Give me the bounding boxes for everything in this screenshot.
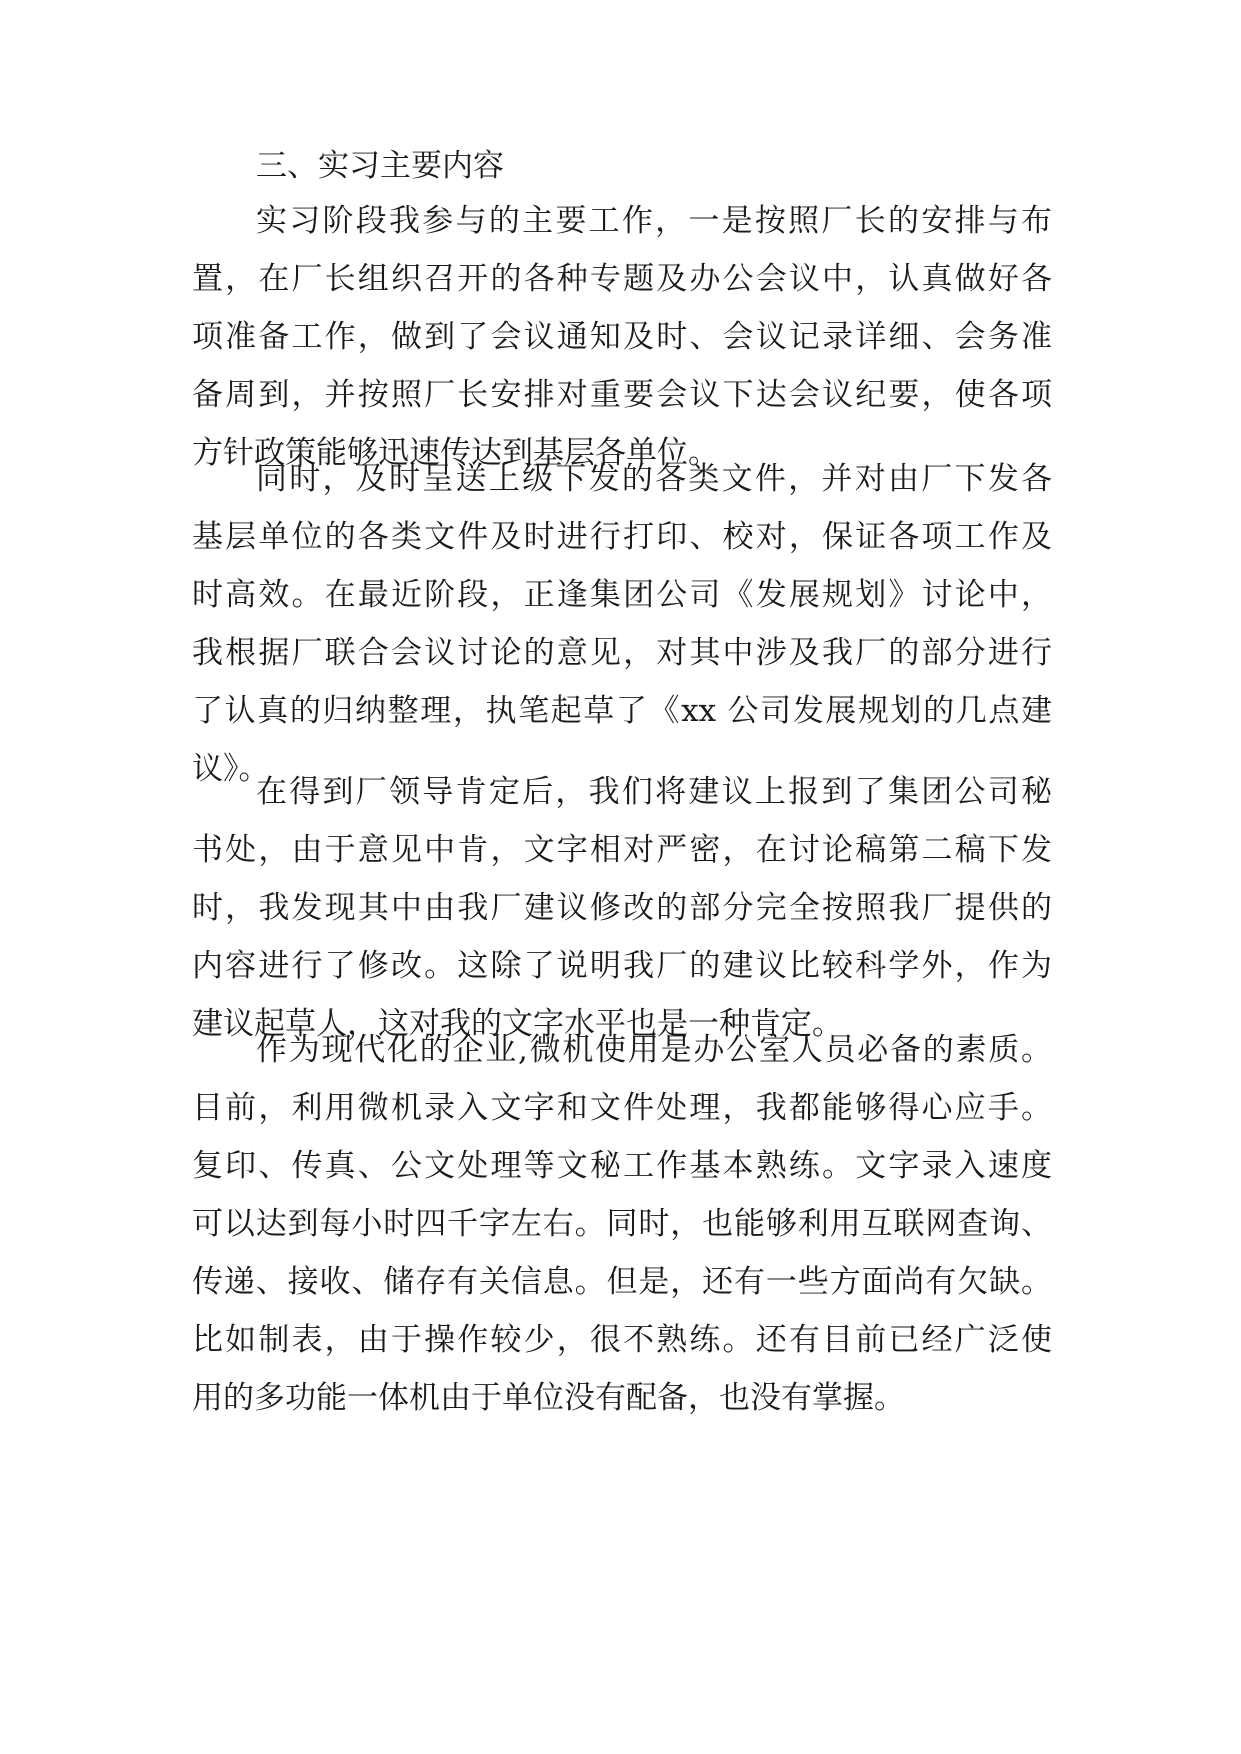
paragraph-line: 了认真的归纳整理，执笔起草了《xx 公司发展规划的几点建: [192, 693, 1052, 729]
paragraph-line: 传递、接收、储存有关信息。但是，还有一些方面尚有欠缺。: [192, 1264, 1052, 1300]
paragraph-line: 实习阶段我参与的主要工作，一是按照厂长的安排与布: [256, 203, 1052, 239]
paragraph-1: [192, 192, 1052, 482]
paragraph-line: 置，在厂长组织召开的各种专题及办公会议中，认真做好各: [192, 261, 1052, 297]
paragraph-line: 议》。: [192, 751, 270, 787]
paragraph-line: 用的多功能一体机由于单位没有配备，也没有掌握。: [192, 1380, 905, 1416]
paragraph-line: 项准备工作，做到了会议通知及时、会议记录详细、会务准: [192, 319, 1052, 355]
paragraph-2: [192, 450, 1052, 798]
paragraph-line: 内容进行了修改。这除了说明我厂的建议比较科学外，作为: [192, 948, 1052, 984]
paragraph-line: 时，我发现其中由我厂建议修改的部分完全按照我厂提供的: [192, 890, 1052, 926]
paragraph-line: 作为现代化的企业,微机使用是办公室人员必备的素质。: [256, 1032, 1052, 1068]
paragraph-line: 时高效。在最近阶段，正逢集团公司《发展规划》讨论中，: [192, 577, 1052, 613]
section-heading: 三、实习主要内容: [256, 148, 504, 184]
paragraph-line: 可以达到每小时四千字左右。同时，也能够利用互联网查询、: [192, 1206, 1052, 1242]
section-heading-block: [192, 137, 1052, 195]
paragraph-line: 方针政策能够迅速传达到基层各单位。: [192, 435, 719, 471]
paragraph-line: 备周到，并按照厂长安排对重要会议下达会议纪要，使各项: [192, 377, 1052, 413]
paragraph-4: [192, 1021, 1052, 1427]
paragraph-line: 比如制表，由于操作较少，很不熟练。还有目前已经广泛使: [192, 1322, 1052, 1358]
paragraph-line: 目前，利用微机录入文字和文件处理，我都能够得心应手。: [192, 1090, 1052, 1126]
paragraph-line: 同时，及时呈送上级下发的各类文件，并对由厂下发各: [256, 461, 1052, 497]
paragraph-line: 复印、传真、公文处理等文秘工作基本熟练。文字录入速度: [192, 1148, 1052, 1184]
paragraph-line: 书处，由于意见中肯，文字相对严密，在讨论稿第二稿下发: [192, 832, 1052, 868]
paragraph-line: 建议起草人，这对我的文字水平也是一种肯定。: [192, 1006, 843, 1042]
paragraph-line: 我根据厂联合会议讨论的意见，对其中涉及我厂的部分进行: [192, 635, 1052, 671]
paragraph-3: [192, 763, 1052, 1053]
paragraph-line: 在得到厂领导肯定后，我们将建议上报到了集团公司秘: [256, 774, 1052, 810]
paragraph-line: 基层单位的各类文件及时进行打印、校对，保证各项工作及: [192, 519, 1052, 555]
